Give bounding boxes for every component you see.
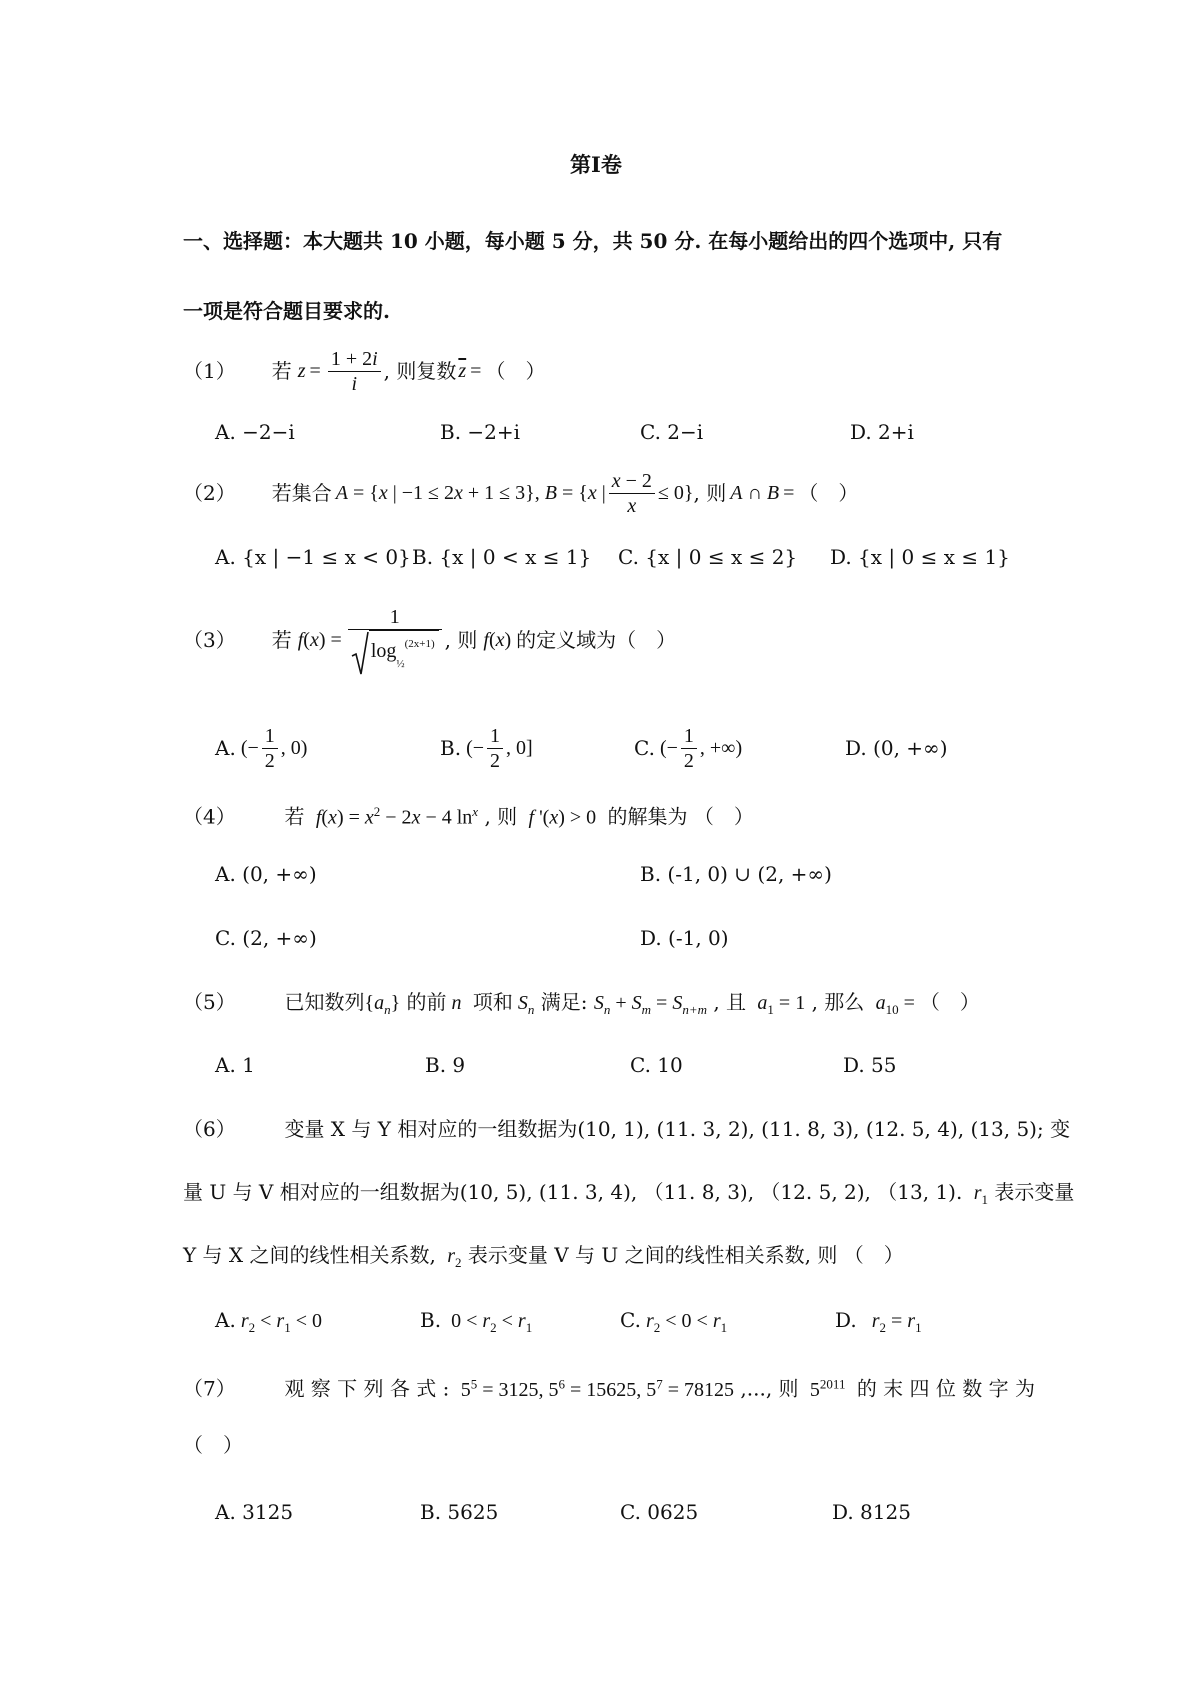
option-c: C. (2, +∞) bbox=[215, 926, 317, 950]
answer-bracket: （ ） bbox=[693, 804, 754, 829]
option-d: D. $r_2 = r_1$ bbox=[835, 1308, 922, 1335]
question-number: （2） bbox=[183, 481, 236, 505]
question-6-line3: Y 与 X 之间的线性相关系数, $r_2$ 表示变量 V 与 U 之间的线性相关系数, 则 （ ） bbox=[183, 1243, 904, 1270]
question-number: （1） bbox=[183, 359, 236, 383]
option-c: C. 0625 bbox=[620, 1500, 699, 1524]
option-a: A. 3125 bbox=[215, 1500, 294, 1524]
question-1: （1） 若 z = $\frac{1 + 2i}{i}$ , 则复数 $\overline{z}$ = （ ） bbox=[183, 347, 546, 395]
option-b: B. {x | 0 < x ≤ 1} bbox=[412, 545, 592, 569]
question-number: （7） bbox=[183, 1376, 236, 1401]
section-instructions-line2: 一项是符合题目要求的. bbox=[183, 299, 390, 323]
fraction: $\frac{1}{\log_{\frac{1}{2}}^{(2x+1)}}$ bbox=[348, 605, 442, 676]
question-3: （3） 若 f ( x ) = $\frac{1}{\log_{\frac{1}{2}}^{(2x+1)}}$ , 则 f ( x ) 的定义域为 （ ） bbox=[183, 600, 676, 680]
option-c: C. 10 bbox=[630, 1053, 683, 1077]
question-prefix: 若 bbox=[271, 628, 292, 652]
question-5: （5） 已知数列$\{a_n\}$ 的前 n 项和 $S_n$ 满足: $S_n + S_m = S_{n+m}$ , 且 $a_1 = 1$ , 那么 $a_{10}$ = （ ） bbox=[183, 990, 980, 1017]
section-instructions-line1: 一、选择题：本大题共 10 小题，每小题 5 分，共 50 分. 在每小题给出的四个选项中, 只有 bbox=[183, 229, 1003, 253]
question-number: （6） bbox=[183, 1117, 236, 1141]
fraction: $\frac{x - 2}{x}$ bbox=[609, 469, 655, 518]
fraction: $\frac{1 + 2i}{i}$ bbox=[328, 347, 381, 396]
question-number: （5） bbox=[183, 990, 236, 1014]
fraction: $\frac{1}{2}$ bbox=[262, 724, 278, 773]
option-b: B. (− $\frac{1}{2}$ , 0] bbox=[440, 724, 533, 772]
option-d: D. {x | 0 ≤ x ≤ 1} bbox=[830, 545, 1010, 569]
option-c: C. $r_2 < 0 < r_1$ bbox=[620, 1308, 728, 1335]
answer-bracket: （ ） bbox=[485, 359, 546, 383]
option-d: D. (-1, 0) bbox=[640, 926, 729, 950]
option-d: D. 55 bbox=[843, 1053, 897, 1077]
question-middle: ,..., 则 bbox=[740, 1376, 799, 1401]
question-4: （4） 若 $f(x) = x^2 - 2x - 4$ $\ln^x$ , 则 f '(x) > 0 的解集为 （ ） bbox=[183, 804, 754, 829]
option-b: B. −2+i bbox=[440, 420, 521, 444]
answer-bracket: （ ） bbox=[919, 990, 980, 1014]
question-number: （3） bbox=[183, 628, 236, 652]
fraction: $\frac{1}{2}$ bbox=[487, 724, 503, 773]
option-a: A. (0, +∞) bbox=[215, 862, 317, 886]
option-d: D. 8125 bbox=[832, 1500, 911, 1524]
option-c: C. {x | 0 ≤ x ≤ 2} bbox=[618, 545, 798, 569]
option-b: B. 9 bbox=[425, 1053, 466, 1077]
question-prefix: 若集合 bbox=[271, 481, 332, 505]
option-a: A. 1 bbox=[215, 1053, 255, 1077]
option-c: C. (− $\frac{1}{2}$ , +∞) bbox=[634, 724, 743, 772]
fraction: $\frac{1}{2}$ bbox=[681, 724, 697, 773]
option-d: D. (0, +∞) bbox=[845, 736, 948, 760]
option-d: D. 2+i bbox=[850, 420, 914, 444]
question-7: （7） 观 察 下 列 各 式 : $5^5 = 3125$, $5^6 = 15625$, $5^7 = 78125$ ,..., 则 $5^{2011}$ 的 末 四 位 数 字 为 bbox=[183, 1376, 1035, 1401]
question-number: （4） bbox=[183, 804, 236, 829]
answer-bracket: （ ） bbox=[798, 481, 859, 505]
question-middle: , 则 bbox=[484, 804, 518, 829]
question-middle: , 则 bbox=[444, 628, 478, 652]
question-prefix: 观 察 下 列 各 式 : bbox=[284, 1376, 450, 1401]
option-b: B. (-1, 0) ∪ (2, +∞) bbox=[640, 862, 832, 886]
question-suffix: 的解集为 bbox=[607, 804, 688, 829]
option-b: B. $0 < r_2 < r_1$ bbox=[420, 1308, 533, 1335]
answer-bracket: （ ） bbox=[843, 1243, 904, 1267]
answer-bracket: （ ） bbox=[616, 628, 677, 652]
option-a: A. $r_2 < r_1 < 0$ bbox=[215, 1308, 322, 1335]
question-2: （2） 若集合 A = { x | −1 ≤ 2 x + 1 ≤ 3}, B = { x | $\frac{x - 2}{x}$ ≤ 0} , 则 A ∩ B = （ ） bbox=[183, 469, 859, 517]
option-b: B. 5625 bbox=[420, 1500, 499, 1524]
question-suffix: , 则 bbox=[693, 481, 727, 505]
option-a: A. −2−i bbox=[215, 420, 295, 444]
question-prefix: 若 bbox=[271, 359, 292, 383]
question-suffix: 的 末 四 位 数 字 为 bbox=[856, 1376, 1035, 1401]
question-suffix: , 则复数 bbox=[383, 359, 457, 383]
question-6-line2: 量 U 与 V 相对应的一组数据为(10, 5), (11. 3, 4), （11. 8, 3), （12. 5, 2), （13, 1). $r_1$ 表示变量 bbox=[183, 1180, 1075, 1207]
question-suffix: 的定义域为 bbox=[516, 628, 617, 652]
question-6-line1: （6） 变量 X 与 Y 相对应的一组数据为(10, 1), (11. 3, 2), (11. 8, 3), (12. 5, 4), (13, 5); 变 bbox=[183, 1117, 1071, 1141]
option-a: A. (− $\frac{1}{2}$ , 0) bbox=[215, 724, 308, 772]
page-title: 第Ⅰ卷 bbox=[570, 152, 622, 177]
question-prefix: 若 bbox=[284, 804, 305, 829]
option-a: A. {x | −1 ≤ x < 0} bbox=[215, 545, 411, 569]
sqrt-symbol bbox=[351, 630, 369, 676]
option-c: C. 2−i bbox=[640, 420, 704, 444]
answer-bracket: （ ） bbox=[183, 1433, 243, 1457]
